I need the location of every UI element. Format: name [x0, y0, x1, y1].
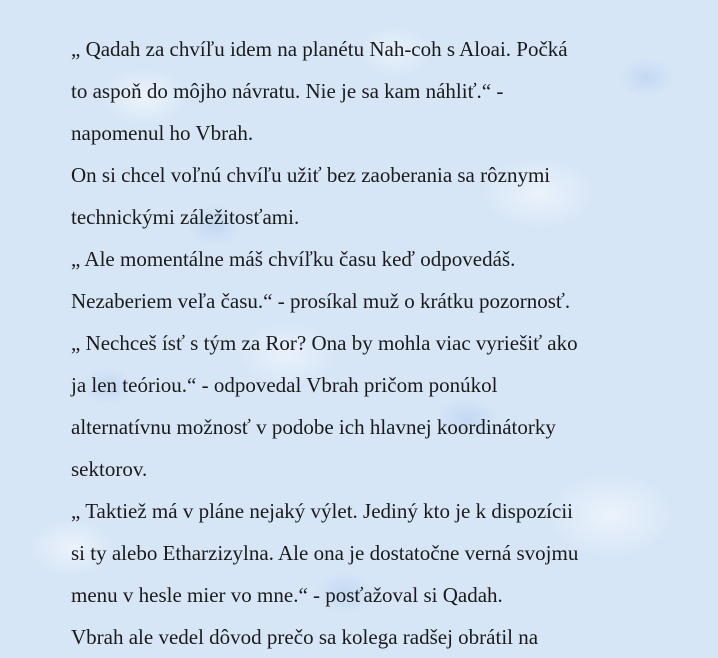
text-line: Nezaberiem veľa času.“ - prosíkal muž o krátku pozornosť.	[71, 289, 571, 313]
text-line: napomenul ho Vbrah.	[71, 121, 254, 145]
text-line: „ Qadah za chvíľu idem na planétu Nah-coh s Aloai. Počká	[71, 37, 568, 61]
text-line: On si chcel voľnú chvíľu užiť bez zaoberania sa rôznymi	[71, 163, 551, 187]
text-line: technickými záležitosťami.	[71, 205, 300, 229]
text-line: „ Ale momentálne máš chvíľku času keď odpovedáš.	[71, 247, 516, 271]
document-page	[71, 28, 691, 658]
text-line: si ty alebo Etharzizylna. Ale ona je dostatočne verná svojmu	[71, 541, 579, 565]
text-line: Vbrah ale vedel dôvod prečo sa kolega radšej obrátil na	[71, 625, 539, 649]
text-line: menu v hesle mier vo mne.“ - posťažoval si Qadah.	[71, 583, 503, 607]
text-line: to aspoň do môjho návratu. Nie je sa kam náhliť.“ -	[71, 79, 504, 103]
text-line: ja len teóriou.“ - odpovedal Vbrah pričom ponúkol	[71, 373, 498, 397]
text-line: „ Nechceš ísť s tým za Ror? Ona by mohla viac vyriešiť ako	[71, 331, 578, 355]
text-line: alternatívnu možnosť v podobe ich hlavnej koordinátorky	[71, 415, 556, 439]
text-line: „ Taktiež má v pláne nejaký výlet. Jediný kto je k dispozícii	[71, 499, 574, 523]
text-line: sektorov.	[71, 457, 148, 481]
